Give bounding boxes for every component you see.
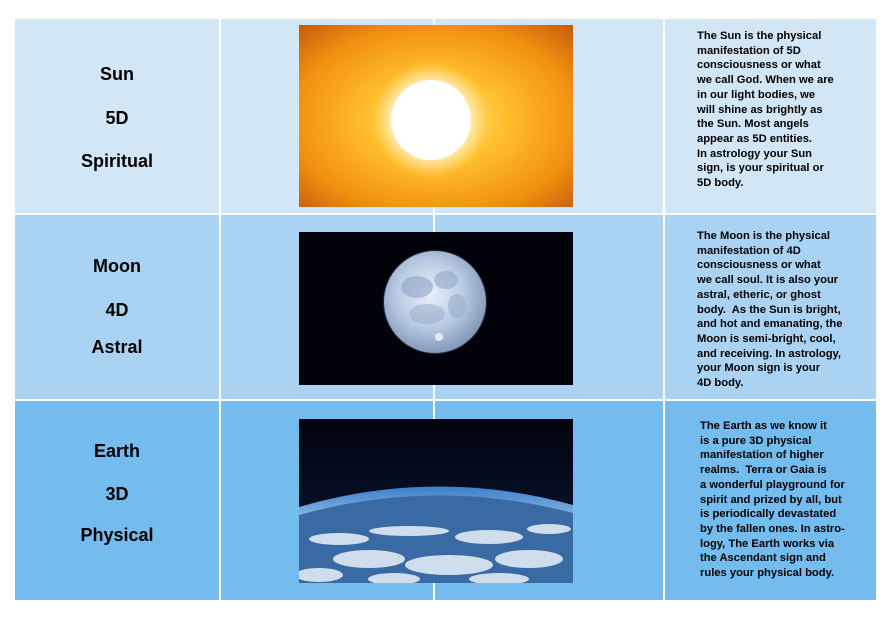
description-line: by the fallen ones. In astro-: [700, 522, 845, 535]
column-divider: [663, 19, 665, 600]
earth-dimension: 3D: [105, 484, 129, 504]
description-line: we call soul. It is also your: [697, 274, 839, 287]
description-line: the Ascendant sign and: [700, 552, 826, 565]
earth-label-group: [15, 400, 219, 600]
description-line: a wonderful playground for: [700, 478, 845, 491]
description-line: in our light bodies, we: [697, 88, 816, 101]
column-divider: [219, 19, 221, 600]
description-line: logy, The Earth works via: [700, 537, 835, 550]
description-line: 4D body.: [697, 377, 744, 390]
moon-dimension: 4D: [105, 300, 129, 320]
description-line: Moon is semi-bright, cool,: [697, 332, 836, 345]
sun-description: [697, 29, 834, 191]
sun-dimension: 5D: [105, 108, 129, 128]
sun-photo: [299, 25, 573, 207]
moon-description: [697, 229, 842, 391]
sun-name: Sun: [100, 64, 134, 84]
description-line: rules your physical body.: [700, 567, 835, 580]
moon-photo: [299, 232, 573, 385]
sun-label-group: [15, 19, 219, 214]
earth-name: Earth: [93, 441, 140, 461]
description-line: and receiving. In astrology,: [697, 347, 842, 360]
moon-name: Moon: [93, 256, 141, 276]
description-line: In astrology your Sun: [697, 147, 812, 160]
description-line: astral, etheric, or ghost: [697, 288, 821, 301]
description-line: your Moon sign is your: [697, 362, 821, 375]
description-line: The Moon is the physical: [697, 230, 831, 242]
description-line: is a pure 3D physical: [700, 434, 812, 447]
earth-body: Physical: [80, 525, 154, 545]
description-line: and hot and emanating, the: [697, 318, 843, 331]
description-line: we call God. When we are: [697, 74, 834, 87]
description-line: 5D body.: [697, 177, 744, 190]
description-line: appear as 5D entities.: [697, 132, 813, 145]
moon-label-group: [15, 214, 219, 400]
description-line: manifestation of higher: [700, 449, 824, 462]
description-line: spirit and prized by all, but: [700, 493, 842, 506]
description-line: manifestation of 4D: [697, 244, 801, 257]
description-line: consciousness or what: [697, 59, 821, 72]
description-line: sign, is your spiritual or: [697, 162, 824, 175]
description-line: body. As the Sun is bright,: [697, 303, 841, 316]
earth-description: [700, 419, 845, 581]
description-line: the Sun. Most angels: [697, 118, 809, 131]
moon-body: Astral: [91, 337, 143, 357]
earth-photo: [299, 419, 573, 583]
description-line: realms. Terra or Gaia is: [700, 464, 827, 477]
description-line: The Earth as we know it: [700, 420, 827, 432]
description-line: The Sun is the physical: [697, 30, 822, 42]
description-line: consciousness or what: [697, 259, 821, 272]
sun-body: Spiritual: [80, 151, 153, 171]
description-line: manifestation of 5D: [697, 44, 801, 57]
description-line: will shine as brightly as: [697, 103, 823, 116]
description-line: is periodically devastated: [700, 508, 837, 521]
